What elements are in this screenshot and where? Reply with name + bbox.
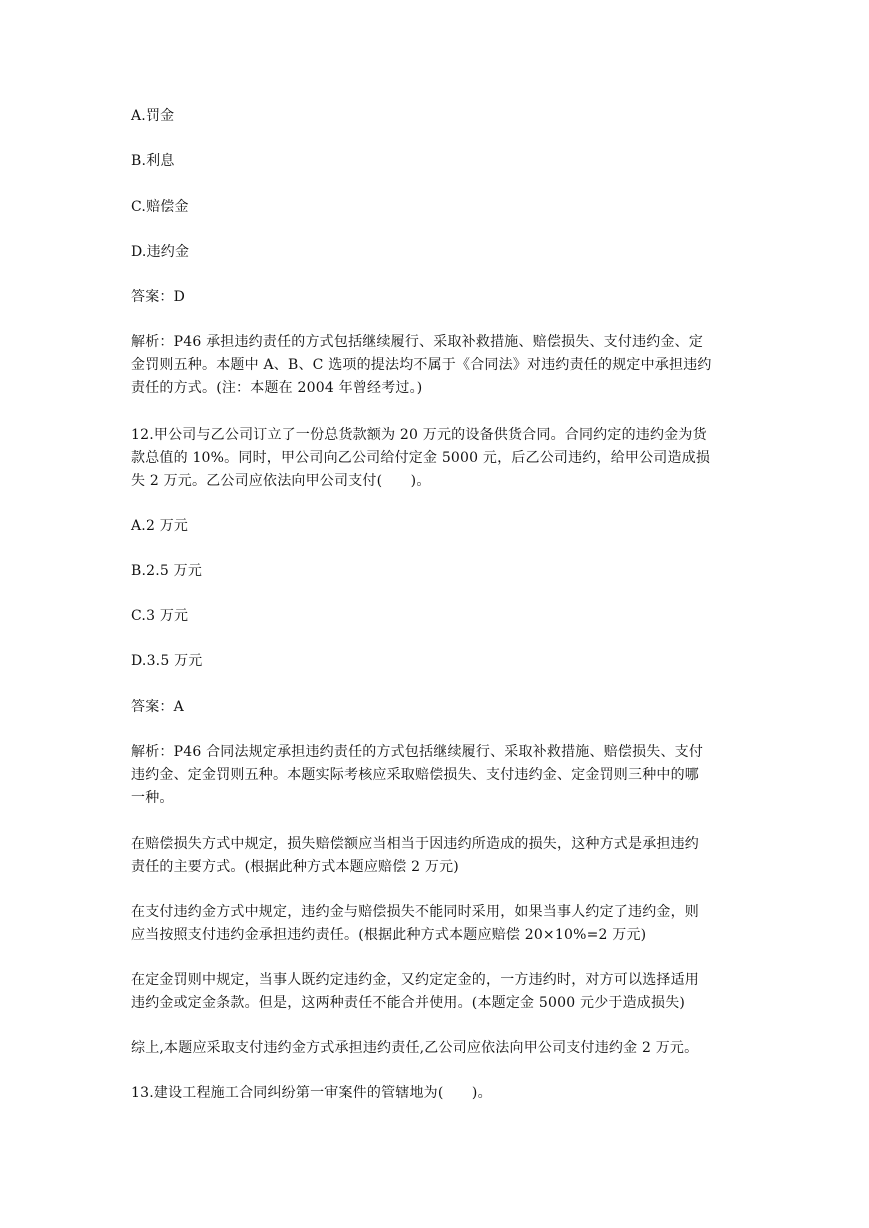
q12-question-line-1: 12.甲公司与乙公司订立了一份总货款额为 20 万元的设备供货合同。合同约定的违约金为货 bbox=[131, 427, 707, 443]
q12-answer: 答案：A bbox=[131, 699, 184, 715]
q11-option-b: B.利息 bbox=[131, 153, 175, 169]
q11-analysis-line-3: 责任的方式。(注：本题在 2004 年曾经考过。) bbox=[131, 380, 423, 396]
q11-option-d: D.违约金 bbox=[131, 244, 190, 260]
penalty-paragraph-line-2: 应当按照支付违约金承担违约责任。(根据此种方式本题应赔偿 20×10%=2 万元) bbox=[131, 927, 647, 943]
q12-analysis-line-2: 违约金、定金罚则五种。本题实际考核应采取赔偿损失、支付违约金、定金罚则三种中的哪 bbox=[131, 767, 699, 783]
compensation-paragraph-line-1: 在赔偿损失方式中规定，损失赔偿额应当相当于因违约所造成的损失，这种方式是承担违约 bbox=[131, 836, 699, 852]
deposit-paragraph-line-1: 在定金罚则中规定，当事人既约定违约金，又约定定金的，一方违约时，对方可以选择适用 bbox=[131, 972, 699, 988]
penalty-paragraph-line-1: 在支付违约金方式中规定，违约金与赔偿损失不能同时采用，如果当事人约定了违约金，则 bbox=[131, 904, 699, 920]
q13-question: 13.建设工程施工合同纠纷第一审案件的管辖地为( )。 bbox=[131, 1085, 492, 1101]
q11-answer: 答案：D bbox=[131, 289, 186, 305]
compensation-paragraph-line-2: 责任的主要方式。(根据此种方式本题应赔偿 2 万元) bbox=[131, 859, 459, 875]
q12-question-line-2: 款总值的 10%。同时，甲公司向乙公司给付定金 5000 元，后乙公司违约，给甲公司造成损 bbox=[131, 450, 711, 466]
q11-option-a: A.罚金 bbox=[131, 108, 175, 124]
q11-analysis-line-1: 解析：P46 承担违约责任的方式包括继续履行、采取补救措施、赔偿损失、支付违约金、定 bbox=[131, 334, 704, 350]
q12-option-c: C.3 万元 bbox=[131, 608, 189, 624]
q12-analysis-line-1: 解析：P46 合同法规定承担违约责任的方式包括继续履行、采取补救措施、赔偿损失、支付 bbox=[131, 744, 704, 760]
q11-option-c: C.赔偿金 bbox=[131, 199, 189, 215]
conclusion-paragraph: 综上,本题应采取支付违约金方式承担违约责任,乙公司应依法向甲公司支付违约金 2 万元。 bbox=[131, 1040, 699, 1056]
deposit-paragraph-line-2: 违约金或定金条款。但是，这两种责任不能合并使用。(本题定金 5000 元少于造成损失) bbox=[131, 995, 686, 1011]
q12-question-line-3: 失 2 万元。乙公司应依法向甲公司支付( )。 bbox=[131, 473, 431, 489]
q11-analysis-line-2: 金罚则五种。本题中 A、B、C 选项的提法均不属于《合同法》对违约责任的规定中承担违约 bbox=[131, 357, 712, 373]
q12-option-a: A.2 万元 bbox=[131, 518, 189, 534]
q12-option-b: B.2.5 万元 bbox=[131, 563, 203, 579]
q12-option-d: D.3.5 万元 bbox=[131, 653, 203, 669]
q12-analysis-line-3: 一种。 bbox=[131, 790, 174, 806]
